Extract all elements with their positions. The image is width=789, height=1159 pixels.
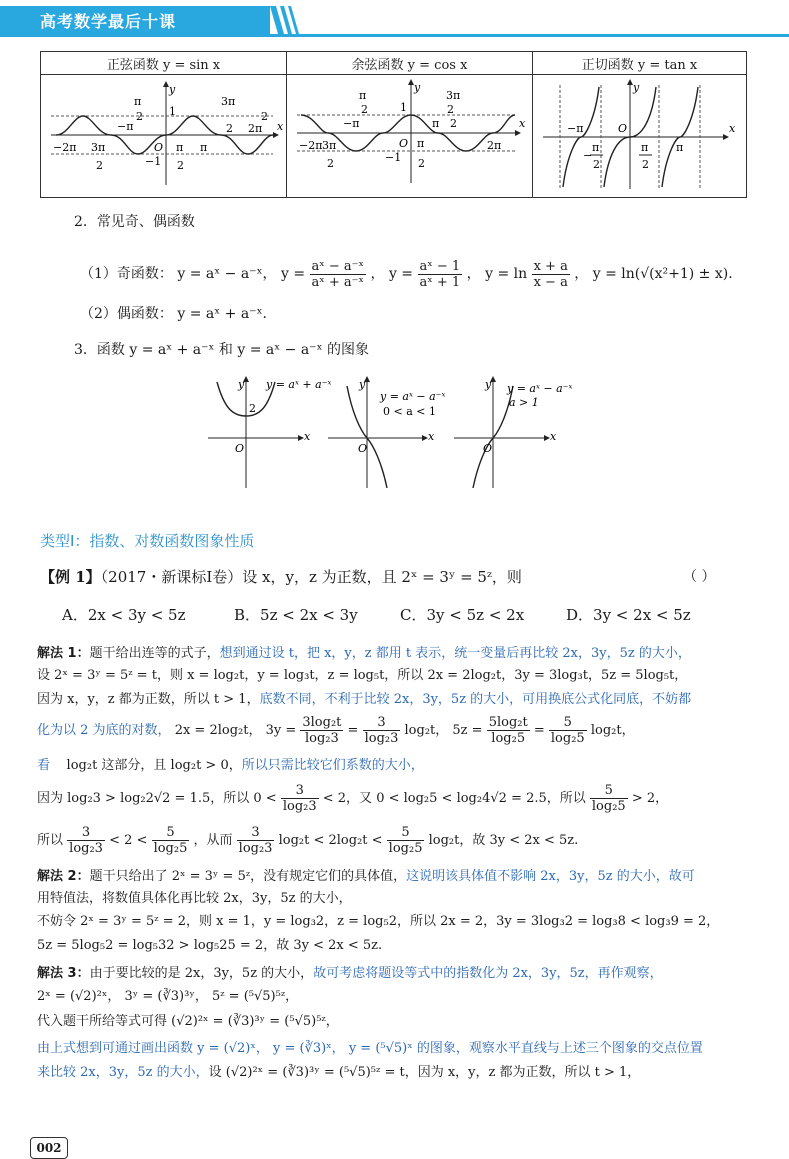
solution1-label: 解法 1：: [37, 646, 90, 661]
g2-origin: O: [358, 442, 368, 455]
fraction: [152, 825, 190, 856]
denominator: aˣ + a⁻ˣ: [311, 274, 365, 290]
odd-formula-4-fraction: [532, 259, 570, 290]
solution2-line2: 用特值法，将数值具体化再比较 2x，3y，5z 的大小，: [37, 891, 352, 906]
numerator: 3: [281, 783, 319, 799]
fraction: [387, 825, 425, 856]
fraction: [487, 715, 530, 746]
text: 设 (√2)²ˣ = (∛3)³ʸ = (⁵√5)⁵ᶻ = t，因为 x，y，z 都为正数，所以 t > 1，: [208, 1065, 641, 1080]
numerator: 5log₂t: [488, 715, 528, 730]
text: log₂t，故 3y < 2x < 5z.: [428, 833, 579, 848]
g2-axis-y: y: [359, 378, 366, 391]
book-title: 高考数学最后十课: [40, 12, 177, 31]
sin-label: π: [134, 95, 142, 108]
text: 化为以 2 为底的对数，: [37, 723, 171, 738]
answer-paren: （ ）: [683, 569, 716, 585]
section-heading: 2．常见奇、偶函数: [74, 214, 195, 230]
denominator: log₂3: [238, 841, 273, 856]
text: 所以: [37, 833, 64, 848]
sin-label: 2π: [248, 122, 263, 135]
solution3-label: 解法 3：: [37, 966, 90, 981]
solution3-line2: 2ˣ = (√2)²ˣ， 3ʸ = (∛3)³ʸ， 5ᶻ = (⁵√5)⁵ᶻ，: [37, 989, 299, 1004]
example-tag: 【例 1】: [40, 568, 101, 586]
numerator: 3: [67, 825, 105, 841]
cos-label: 2: [447, 103, 454, 116]
sin-label: 2: [261, 110, 268, 123]
numerator: 3: [363, 715, 401, 731]
tan-label: π: [641, 141, 649, 154]
sin-label: −π: [117, 120, 134, 133]
tan-label: −π: [567, 122, 584, 135]
sin-label: 2: [96, 159, 103, 172]
option-b: B．5z < 2x < 3y: [234, 606, 358, 624]
text: 因为 x，y，z 都为正数，所以 t > 1，: [37, 692, 260, 707]
solution1-line6: [37, 781, 668, 817]
g2-axis-x: x: [428, 430, 435, 443]
g2-label: y = aˣ − a⁻ˣ: [380, 390, 446, 403]
cos-label: π: [432, 117, 440, 130]
numerator: 5: [152, 825, 190, 841]
header-rule: [0, 34, 789, 37]
text: 想到通过设 t，把 x，y，z 都用 t 表示，统一变量后再比较 2x，3y，5z 的大小，: [219, 646, 691, 661]
odd-formula-1: y = aˣ − a⁻ˣ，: [177, 266, 277, 282]
numerator: 3: [237, 825, 275, 841]
tan-label: 2: [642, 158, 649, 171]
sin-label: π: [176, 141, 184, 154]
solution1-line7: [37, 823, 578, 859]
example-stem: [40, 568, 522, 586]
sin-label: −2π: [53, 141, 77, 154]
text: 故可考虑将题设等式中的指数化为 2x，3y，5z，再作观察，: [313, 966, 663, 981]
sin-label: π: [200, 141, 208, 154]
text: 题干给出连等的式子，: [89, 646, 220, 661]
g1-axis-y: y: [238, 378, 245, 391]
odd-formula-4-prefix: ， y = ln: [466, 266, 528, 282]
text: log₂t，: [590, 723, 635, 738]
sin-graph: [41, 75, 285, 193]
tan-graph: [533, 75, 746, 193]
text: log₂t < 2log₂t <: [278, 833, 383, 848]
even-label: （2）偶函数：: [80, 306, 173, 322]
solution1-line2: 设 2ˣ = 3ʸ = 5ᶻ = t，则 x = log₂t，y = log₃t，z = log₅t，所以 2x = 2log₂t，3y = 3log₃t，5z = 5log₅t，: [37, 668, 688, 683]
g3-axis-y: y: [485, 378, 492, 391]
section-heading: 3．函数 y = aˣ + a⁻ˣ 和 y = aˣ − a⁻ˣ 的图象: [74, 342, 369, 358]
solution2-label: 解法 2：: [37, 869, 90, 884]
fraction: [281, 783, 319, 814]
tan-graph-cell: [533, 75, 747, 198]
tan-label-y: y: [633, 81, 640, 94]
g1-axis-x: x: [304, 430, 311, 443]
text: 这说明该具体值不影响 2x，3y，5z 的大小，故可: [406, 869, 695, 884]
cos-label: 1: [400, 101, 407, 114]
fraction: [590, 783, 628, 814]
option-a: A．2x < 3y < 5z: [62, 606, 186, 624]
cos-label-origin: O: [399, 137, 409, 150]
solution2-line1: [37, 868, 695, 886]
tan-label: π: [676, 141, 684, 154]
g2-condition: 0 < a < 1: [383, 405, 436, 418]
text: 2x = 2log₂t， 3y =: [174, 723, 297, 738]
denominator: log₂3: [69, 841, 103, 856]
g1-value: 2: [249, 402, 256, 415]
odd-label: （1）奇函数：: [80, 266, 173, 282]
text: < 2 <: [109, 833, 148, 848]
g1-origin: O: [235, 442, 245, 455]
odd-formula-3-fraction: [418, 259, 463, 290]
table-header-tan: 正切函数 y = tan x: [533, 52, 747, 75]
cos-label: 3π: [446, 89, 461, 102]
tan-label-origin: O: [618, 122, 628, 135]
odd-formula-3-prefix: ， y =: [370, 266, 414, 282]
even-functions-line: [80, 305, 267, 323]
denominator: aˣ + 1: [419, 274, 461, 290]
cos-label: π: [417, 137, 425, 150]
trig-functions-table: [40, 51, 747, 198]
table-header-sin: 正弦函数 y = sin x: [41, 52, 287, 75]
sin-label: 1: [169, 105, 176, 118]
fraction: [300, 715, 343, 746]
solution3-line3: 代入题干所给等式可得 (√2)²ˣ = (∛3)³ʸ = (⁵√5)⁵ᶻ，: [37, 1014, 339, 1029]
sin-label-origin: O: [154, 141, 164, 154]
odd-formula-5: ， y = ln(√(x²+1) ± x).: [574, 266, 733, 282]
sin-label: 3π: [221, 95, 236, 108]
text: > 2，: [631, 791, 669, 806]
tan-label: π: [592, 141, 600, 154]
odd-formula-2-prefix: y =: [280, 266, 306, 282]
tan-label: 2: [593, 158, 600, 171]
solution3-line4: 由上式想到可通过画出函数 y = (√2)ˣ， y = (∛3)ˣ， y = (⁵√5)ˣ 的图象，观察水平直线与上述三个图象的交点位置: [37, 1041, 703, 1056]
cos-label-x: x: [519, 117, 526, 130]
sin-label: 2: [177, 159, 184, 172]
text: log₂t 这部分，且 log₂t > 0，: [66, 758, 242, 773]
text: ，从而: [193, 833, 233, 848]
denominator: log₂5: [491, 731, 526, 746]
page-header: [0, 0, 789, 36]
denominator: log₂5: [550, 731, 585, 746]
numerator: 3log₂t: [302, 715, 342, 730]
solution1-line1: [37, 645, 691, 663]
text: 题干只给出了 2ˣ = 3ʸ = 5ᶻ，没有规定它们的具体值，: [89, 869, 407, 884]
fraction: [237, 825, 275, 856]
text: 因为 log₂3 > log₂2√2 = 1.5，所以 0 <: [37, 791, 277, 806]
cos-label: 2: [327, 157, 334, 170]
cos-label: −π: [343, 117, 360, 130]
g3-axis-x: x: [550, 430, 557, 443]
text: log₂t， 5z =: [404, 723, 483, 738]
numerator: aˣ − 1: [419, 258, 461, 274]
cos-label: 2: [450, 117, 457, 130]
option-d: D．3y < 2x < 5z: [566, 606, 691, 624]
cos-label: 2π: [487, 139, 502, 152]
sin-label-y: y: [169, 83, 176, 96]
sin-label: −1: [145, 155, 162, 168]
fraction: [549, 715, 587, 746]
cos-graph: [287, 75, 531, 193]
sin-label: 3π: [91, 141, 106, 154]
solution3-line5: [37, 1064, 640, 1082]
numerator: 5: [387, 825, 425, 841]
sin-graph-cell: [41, 75, 287, 198]
hyperbolic-graphs: [200, 372, 573, 492]
text: 来比较 2x，3y，5z 的大小，: [37, 1065, 209, 1080]
denominator: log₂5: [591, 799, 626, 814]
g1-label: y = aˣ + a⁻ˣ: [266, 378, 332, 391]
g3-label: y = aˣ − a⁻ˣ: [507, 382, 573, 395]
header-stripes-icon: [270, 6, 330, 34]
even-formula: y = aˣ + a⁻ˣ.: [177, 306, 267, 322]
text: =: [533, 723, 545, 738]
cos-label: 2: [418, 157, 425, 170]
type-heading: 类型Ⅰ：指数、对数函数图象性质: [40, 532, 255, 550]
table-header-cos: 余弦函数 y = cos x: [287, 52, 533, 75]
numerator: x + a: [533, 258, 568, 274]
fraction: [67, 825, 105, 856]
sin-label-x: x: [277, 120, 284, 133]
fraction: [363, 715, 401, 746]
tan-label: −: [583, 149, 593, 162]
example-source: （2017・新课标Ⅰ卷）: [100, 568, 243, 586]
denominator: log₂5: [153, 841, 188, 856]
cos-label: π: [359, 89, 367, 102]
text: 看: [37, 758, 51, 773]
odd-formula-2-fraction: [310, 259, 367, 290]
solution1-line5: [37, 757, 424, 775]
text: 所以只需比较它们系数的大小，: [241, 758, 424, 773]
solution2-line4: 5z = 5log₅2 = log₅32 > log₅25 = 2，故 3y < 2x < 5z.: [37, 938, 383, 953]
g3-origin: O: [483, 442, 493, 455]
denominator: log₂5: [388, 841, 423, 856]
odd-functions-line: [80, 257, 733, 291]
cos-label: −1: [385, 151, 402, 164]
option-c: C．3y < 5z < 2x: [400, 606, 525, 624]
text: < 2，又 0 < log₂5 < log₂4√2 = 2.5，所以: [322, 791, 586, 806]
cos-label-y: y: [414, 81, 421, 94]
denominator: x − a: [533, 274, 568, 290]
example-question: 设 x，y，z 为正数，且 2ˣ = 3ʸ = 5ᶻ，则: [242, 568, 522, 586]
solution1-line4: [37, 713, 635, 749]
solution1-line3: [37, 691, 691, 709]
text: =: [347, 723, 359, 738]
cos-label: 3π: [322, 139, 337, 152]
solution3-line1: [37, 965, 663, 983]
text: 底数不同，不利于比较 2x，3y，5z 的大小，可用换底公式化同底，不妨都: [259, 692, 692, 707]
solution2-line3: 不妨令 2ˣ = 3ʸ = 5ᶻ = 2，则 x = 1，y = log₃2，z = log₅2，所以 2x = 2，3y = 3log₃2 = log₃8 < log₃9 = 2，: [37, 914, 720, 929]
tan-label-x: x: [729, 122, 736, 135]
cos-label: 2: [361, 103, 368, 116]
text: 由于要比较的是 2x，3y，5z 的大小，: [89, 966, 314, 981]
denominator: log₂3: [282, 799, 317, 814]
denominator: log₂3: [364, 731, 399, 746]
g3-condition: a > 1: [509, 396, 539, 409]
numerator: aˣ − a⁻ˣ: [311, 258, 365, 274]
cos-label: −2π: [299, 139, 323, 152]
sin-label: 2: [136, 110, 143, 123]
sin-label: 2: [226, 122, 233, 135]
cos-graph-cell: [287, 75, 533, 198]
page-number: 002: [30, 1137, 68, 1159]
numerator: 5: [590, 783, 628, 799]
denominator: log₂3: [304, 731, 339, 746]
numerator: 5: [549, 715, 587, 731]
